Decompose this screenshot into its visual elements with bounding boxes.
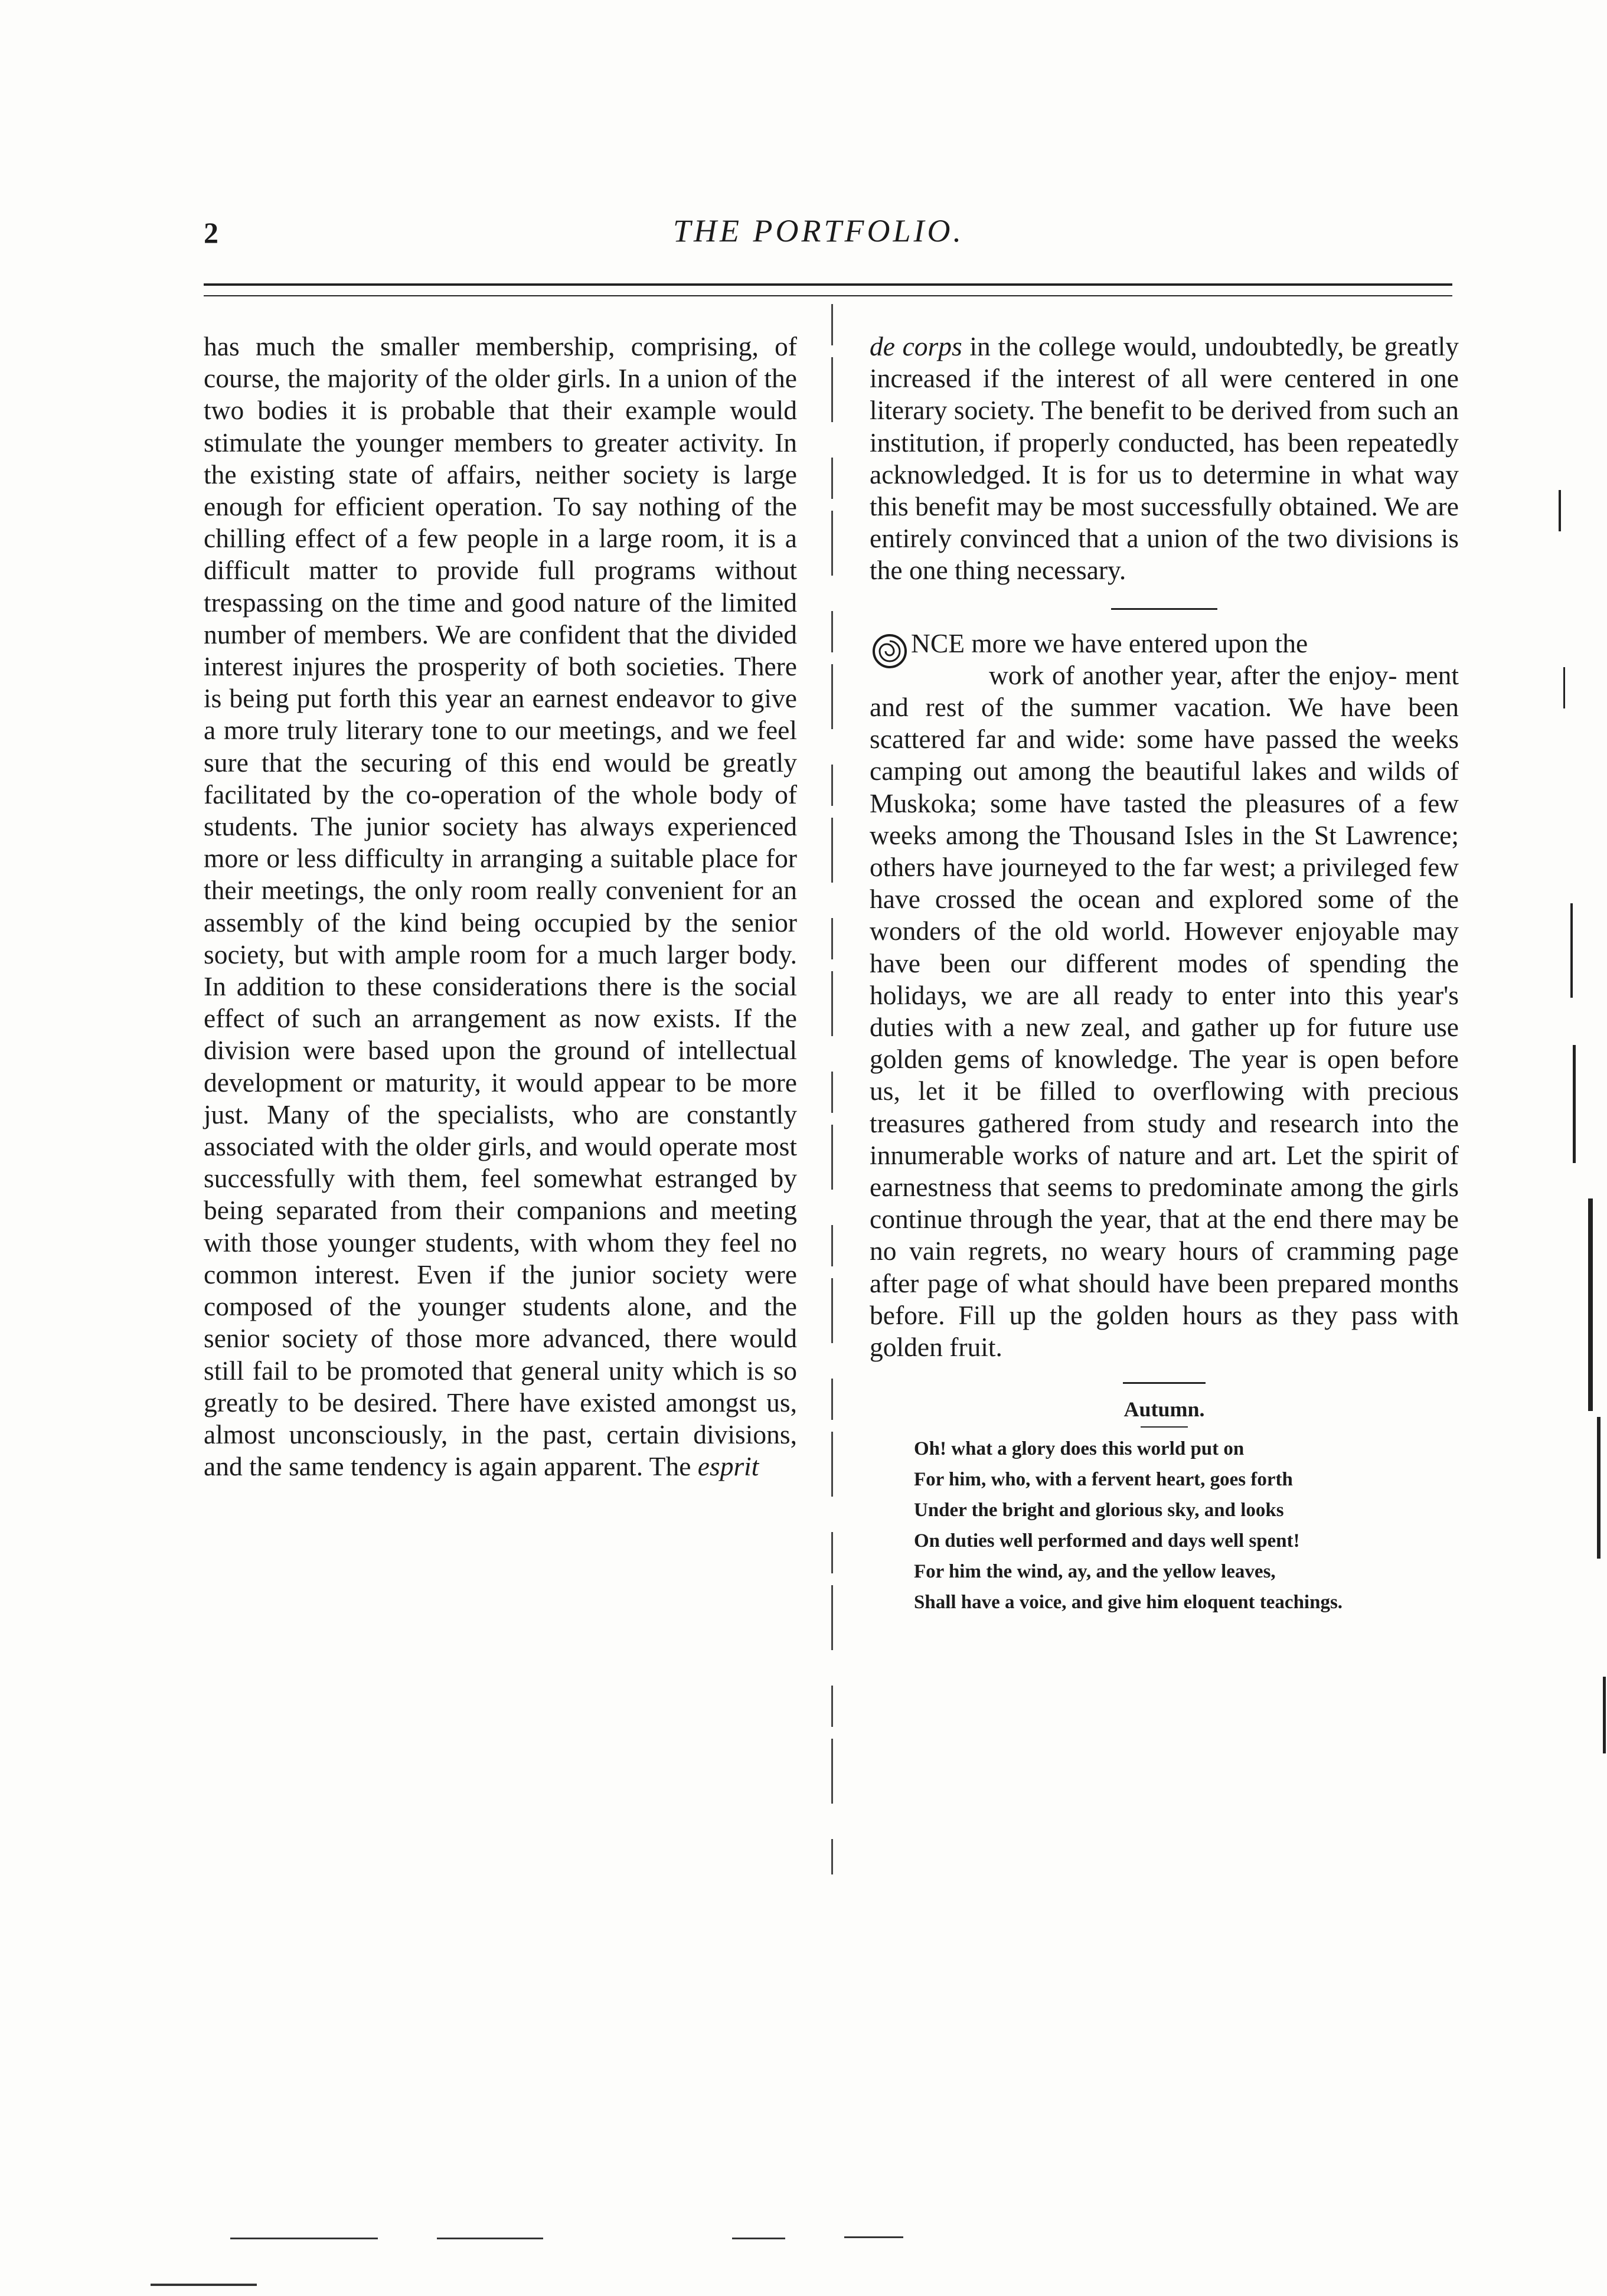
foot-mark [437, 2238, 543, 2239]
left-column-continued-phrase: esprit [697, 1451, 759, 1482]
poem [870, 1433, 1459, 1618]
article-two-dropcap [870, 630, 910, 672]
right-column-continuation-text: in the college would, undoubtedly, be greatly increased if the interest of all were centered in one literary society. The benefit to be derived from such an institution, if properly conducted, has been repeatedly acknowledged. It is for us to determine in what way this benefit may be most successfully obtained. We are entirely convinced that a union of the two divisions is the one thing necessary. [870, 331, 1459, 586]
foot-mark [230, 2238, 378, 2239]
page-number: 2 [204, 216, 219, 249]
poem-line: Shall have a voice, and give him eloquent teachings. [914, 1592, 1343, 1614]
article-two-lead: NCE more we have entered upon the [911, 628, 1308, 658]
foot-mark [732, 2238, 785, 2239]
right-column-continuation [870, 331, 1459, 587]
edge-mark [1573, 1045, 1576, 1163]
column-divider [831, 304, 833, 1874]
poem-line: For him the wind, ay, and the yellow leaves, [914, 1561, 1276, 1583]
header-rule-thick [204, 283, 1452, 286]
poem-line: For him, who, with a fervent heart, goes forth [914, 1469, 1293, 1491]
left-column [204, 331, 797, 1482]
edge-mark [1603, 1677, 1606, 1753]
edge-mark [1563, 667, 1565, 708]
header-rule-thin [204, 295, 1452, 296]
edge-mark [1588, 1198, 1593, 1411]
left-column-paragraph [204, 331, 797, 1482]
article-two-paragraph [870, 628, 1459, 1364]
poem-title-rule [1141, 1426, 1188, 1428]
section-divider-rule [1111, 608, 1217, 610]
article-two-text: ment and rest of the summer vacation. We have been scattered far and wide: some have passed the weeks camping out among the beautiful lakes and wilds of Muskoka; some have tasted the pleasures of a few weeks among the Thousand Isles in the St Lawrence; others have journeyed to the far west; a privileged few have crossed the ocean and explored some of the wonders of the old world. However enjoyable may have been our different modes of spending the holidays, we are all ready to enter into this year's duties with a new zeal, and gather up for future use golden gems of knowledge. The year is open before us, let it be filled to overflowing with precious treasures gathered from study and research into the innumerable works of nature and art. Let the spirit of earnestness that seems to predominate among the girls continue through the year, that at the end there may be no vain regrets, no weary hours of cramming page after page of what should have been prepared months before. Fill up the golden hours as they pass with golden fruit. [870, 659, 1459, 1363]
article-two-second-line: work of another year, after the enjoy- [989, 659, 1397, 690]
poem-divider-rule [1123, 1382, 1206, 1384]
poem-line: Oh! what a glory does this world put on [914, 1438, 1245, 1460]
ornamental-o-icon [871, 633, 908, 669]
foot-mark [844, 2236, 903, 2238]
poem-title: Autumn. [1123, 1397, 1205, 1422]
poem-line: Under the bright and glorious sky, and looks [914, 1500, 1284, 1521]
edge-mark [1570, 903, 1573, 998]
edge-mark [1559, 490, 1561, 531]
foot-mark [151, 2284, 257, 2286]
left-column-text: has much the smaller membership, comprising, of course, the majority of the older girls. In a union of the two bodies it is probable that their example would stimulate the younger members to greater activity. In the existing state of affairs, neither society is large enough for efficient operation. To say nothing of the chilling effect of a few people in a large room, it is a difficult matter to provide full programs without trespassing on the time and good nature of the limited number of members. We are confident that the divided interest injures the prosperity of both societies. There is being put forth this year an earnest endeavor to give a more truly literary tone to our meetings, and we feel sure that the securing of this end would be greatly facilitated by the co-operation of the whole body of students. The junior society has always experienced more or less difficulty in arranging a suitable place for their meetings, the only room really convenient for an assembly of the kind being occupied by the senior society, but with ample room for a much larger body. In addition to these considerations there is the social effect of such an arrangement as now exists. If the division were based upon the ground of intellectual development or maturity, it would appear to be more just. Many of the specialists, who are constantly associated with the older girls, and would operate most successfully with them, feel somewhat estranged by being separated from their companions and meeting with those younger students, with whom they feel no common interest. Even if the junior society were composed of the younger students alone, and the senior society of those more advanced, there would still fail to be promoted that general unity which is so greatly to be desired. There have existed amongst us, almost unconsciously, in the past, certain divisions, and the same tendency is again apparent. The [204, 331, 797, 1482]
edge-mark [1597, 1417, 1601, 1559]
right-column [870, 331, 1459, 1618]
running-head: THE PORTFOLIO. [673, 213, 965, 249]
right-column-continued-phrase: de corps [870, 331, 962, 361]
poem-line: On duties well performed and days well spent! [914, 1530, 1300, 1552]
